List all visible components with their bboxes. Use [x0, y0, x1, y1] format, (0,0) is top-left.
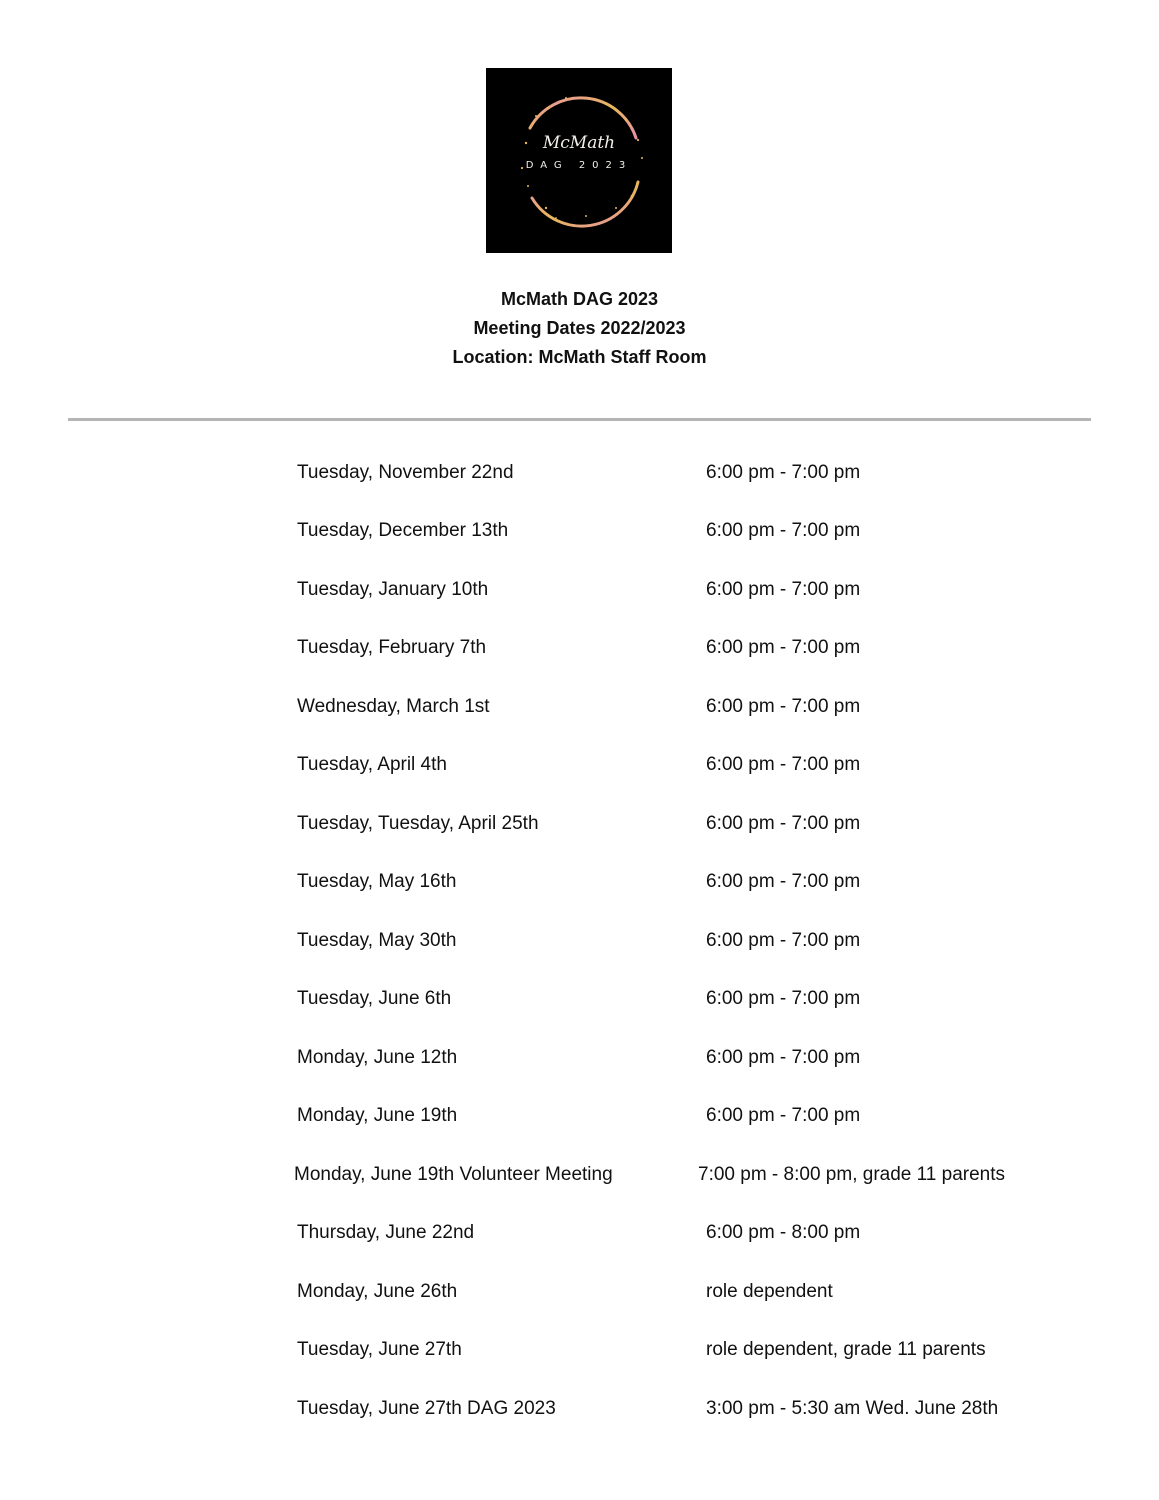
meeting-time: 6:00 pm - 8:00 pm	[706, 1222, 861, 1243]
meeting-date: Tuesday, June 27th	[297, 1339, 462, 1360]
logo-caption: DAG 2023	[525, 160, 633, 171]
meeting-time: role dependent	[706, 1281, 833, 1302]
meeting-date: Tuesday, June 27th DAG 2023	[297, 1398, 556, 1419]
heading-title: McMath DAG 2023	[500, 289, 659, 309]
meeting-time: 6:00 pm - 7:00 pm	[706, 754, 861, 775]
meeting-time: 3:00 pm - 5:30 am Wed. June 28th	[706, 1398, 999, 1419]
meeting-time: 6:00 pm - 7:00 pm	[706, 988, 861, 1009]
meeting-date: Tuesday, December 13th	[297, 520, 509, 541]
meeting-date: Tuesday, January 10th	[297, 579, 489, 600]
meeting-time: role dependent, grade 11 parents	[706, 1339, 986, 1360]
meeting-date: Monday, June 12th	[297, 1047, 458, 1068]
logo-script: McMath	[542, 133, 616, 153]
meeting-time: 6:00 pm - 7:00 pm	[706, 1105, 861, 1126]
dag-logo	[486, 68, 672, 253]
schedule-row	[0, 1335, 1159, 1365]
schedule-row	[0, 809, 1159, 839]
heading-location: Location: McMath Staff Room	[452, 347, 707, 367]
schedule-row	[0, 458, 1159, 488]
meeting-time: 6:00 pm - 7:00 pm	[706, 871, 861, 892]
schedule-row	[0, 750, 1159, 780]
schedule-row	[0, 1277, 1159, 1307]
meeting-date: Monday, June 26th	[297, 1281, 458, 1302]
schedule-row	[0, 1394, 1159, 1424]
heading-subtitle: Meeting Dates 2022/2023	[473, 318, 686, 338]
document-heading	[0, 285, 1159, 372]
meeting-date: Wednesday, March 1st	[297, 696, 490, 717]
meeting-date: Monday, June 19th Volunteer Meeting	[294, 1164, 613, 1185]
schedule-row	[0, 575, 1159, 605]
horizontal-divider	[68, 418, 1091, 421]
meeting-date: Tuesday, November 22nd	[297, 462, 514, 483]
dag-logo-graphic	[486, 68, 672, 253]
meeting-time: 6:00 pm - 7:00 pm	[706, 462, 861, 483]
meeting-date: Tuesday, April 4th	[297, 754, 447, 775]
schedule-row	[0, 1101, 1159, 1131]
meeting-date: Thursday, June 22nd	[297, 1222, 475, 1243]
schedule-row	[0, 1043, 1159, 1073]
schedule-row	[0, 867, 1159, 897]
schedule-row	[0, 516, 1159, 546]
schedule-row	[0, 984, 1159, 1014]
meeting-time: 6:00 pm - 7:00 pm	[706, 696, 861, 717]
schedule-row	[0, 633, 1159, 663]
meeting-time: 6:00 pm - 7:00 pm	[706, 579, 861, 600]
meeting-date: Tuesday, June 6th	[297, 988, 452, 1009]
meeting-date: Tuesday, February 7th	[297, 637, 487, 658]
meeting-time: 7:00 pm - 8:00 pm, grade 11 parents	[698, 1164, 1005, 1185]
meeting-time: 6:00 pm - 7:00 pm	[706, 930, 861, 951]
meeting-date: Monday, June 19th	[297, 1105, 458, 1126]
meeting-time: 6:00 pm - 7:00 pm	[706, 1047, 861, 1068]
meeting-time: 6:00 pm - 7:00 pm	[706, 520, 861, 541]
schedule-row	[0, 692, 1159, 722]
schedule-row	[0, 1160, 1159, 1190]
meeting-date: Tuesday, May 16th	[297, 871, 457, 892]
meeting-date: Tuesday, Tuesday, April 25th	[297, 813, 539, 834]
schedule-row	[0, 926, 1159, 956]
meeting-time: 6:00 pm - 7:00 pm	[706, 637, 861, 658]
meeting-date: Tuesday, May 30th	[297, 930, 457, 951]
schedule-row	[0, 1218, 1159, 1248]
meeting-time: 6:00 pm - 7:00 pm	[706, 813, 861, 834]
